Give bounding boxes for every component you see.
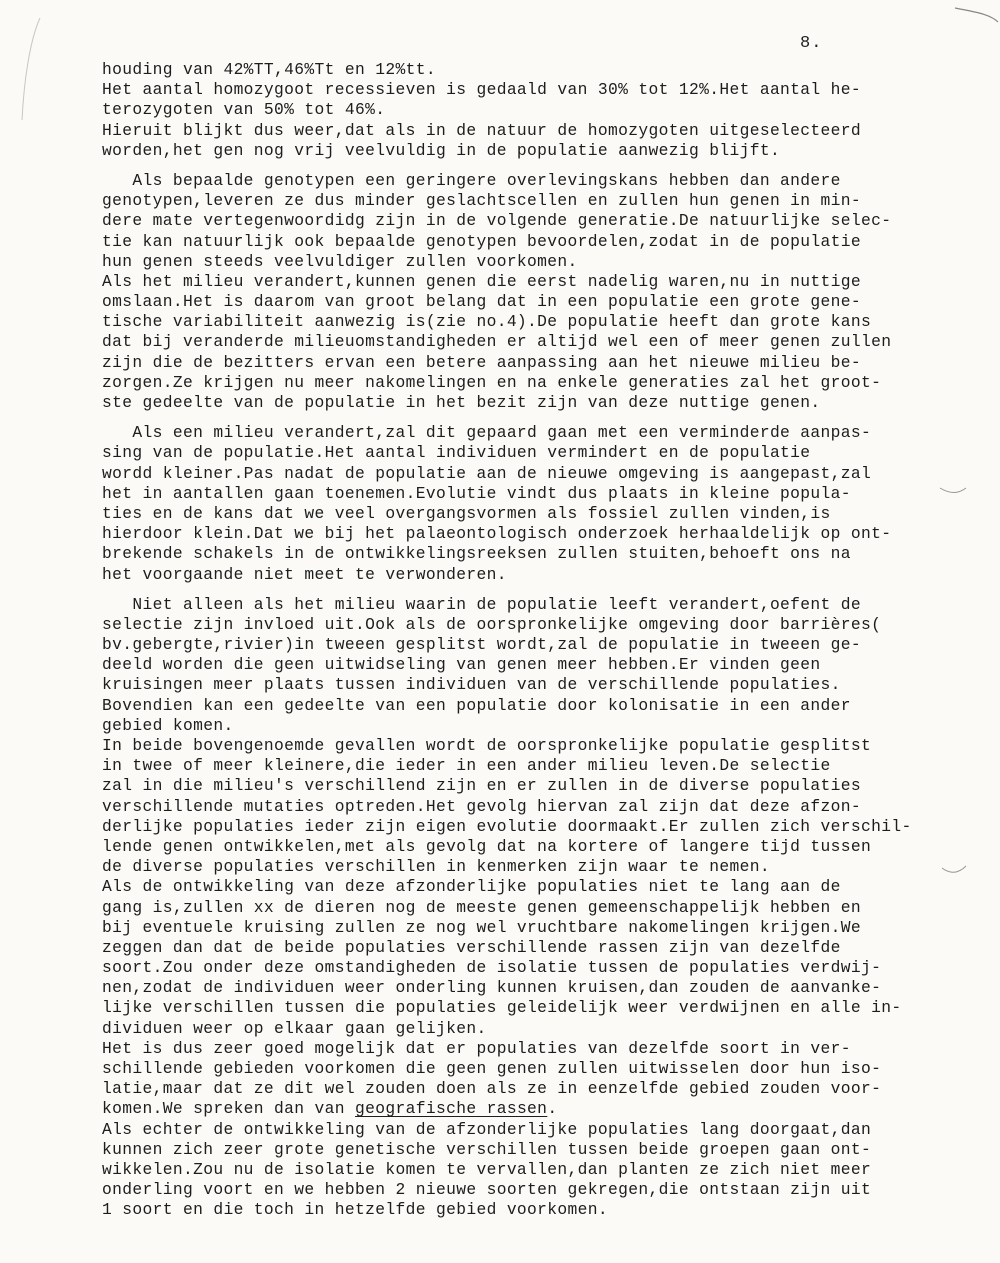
text-fragment: komen.We spreken dan van [102, 1099, 356, 1119]
body-text [102, 60, 962, 1221]
text-line: lijke verschillen tussen die populaties geleidelijk weer verdwijnen en alle in- [102, 998, 902, 1018]
text-line: bv.gebergte,rivier)in tweeen gesplitst wordt,zal de populatie in tweeen ge- [102, 635, 862, 655]
text-line: genotypen,leveren ze dus minder geslachtscellen en zullen hun genen in min- [102, 191, 862, 211]
text-line: de diverse populaties verschillen in kenmerken zijn waar te nemen. [102, 857, 770, 877]
text-line: sing van de populatie.Het aantal individuen vermindert en de populatie [102, 443, 811, 463]
text-line-with-underline [102, 1099, 962, 1119]
text-line: worden,het gen nog vrij veelvuldig in de populatie aanwezig blijft. [102, 140, 781, 160]
text-line: bij eventuele kruising zullen ze nog wel vruchtbare nakomelingen krijgen.We [102, 917, 862, 937]
text-line: Als bepaalde genotypen een geringere overlevingskans hebben dan andere [102, 170, 841, 190]
paragraph [102, 171, 962, 413]
paragraph-gap [102, 161, 962, 171]
text-line: brekende schakels in de ontwikkelingsreeksen zullen stuiten,behoeft ons na [102, 544, 851, 564]
text-line: tie kan natuurlijk ook bepaalde genotypen bevoordelen,zodat in de populatie [102, 231, 862, 251]
text-line: gebied komen. [102, 715, 234, 735]
text-line: soort.Zou onder deze omstandigheden de isolatie tussen de populaties verdwij- [102, 958, 882, 978]
text-line: Hieruit blijkt dus weer,dat als in de natuur de homozygoten uitgeselecteerd [102, 120, 862, 140]
text-line: schillende gebieden voorkomen die geen genen zullen uitwisselen door hun iso- [102, 1059, 882, 1078]
text-line: het in aantallen gaan toenemen.Evolutie vindt dus plaats in kleine popula- [102, 483, 851, 503]
text-line: nen,zodat de individuen weer onderling kunnen kruisen,dan zouden de aanvanke- [102, 978, 882, 998]
text-line: zijn die de bezitters ervan een betere aanpassing aan het nieuwe milieu be- [102, 352, 862, 372]
paragraph [102, 595, 962, 1221]
text-line: tische variabiliteit aanwezig is(zie no.4).De populatie heeft dan grote kans [102, 312, 872, 332]
text-line: dere mate vertegenwoordidg zijn in de volgende generatie.De natuurlijke selec- [102, 211, 892, 231]
text-line: ties en de kans dat we veel overgangsvormen als fossiel zullen vinden,is [102, 503, 831, 523]
text-line: selectie zijn invloed uit.Ook als de oorspronkelijke omgeving door barrières( [102, 614, 882, 634]
text-line: omslaan.Het is daarom van groot belang dat in een populatie een grote gene- [102, 292, 862, 312]
text-line: het voorgaande niet meet te verwonderen. [102, 564, 507, 584]
text-line: wikkelen.Zou nu de isolatie komen te vervallen,dan planten ze zich niet meer [102, 1159, 872, 1179]
text-line: Als een milieu verandert,zal dit gepaard gaan met een verminderde aanpas- [102, 423, 872, 443]
text-line: houding van 42%TT,46%Tt en 12%tt. [102, 60, 436, 79]
underlined-term: geografische rassen [355, 1099, 548, 1119]
text-line: kunnen zich zeer grote genetische verschillen tussen beide groepen gaan ont- [102, 1139, 872, 1159]
text-line: zeggen dan dat de beide populaties verschillende rassen zijn van dezelfde [102, 937, 841, 957]
text-line: Als de ontwikkeling van deze afzonderlijke populaties niet te lang aan de [102, 877, 841, 897]
text-line: dividuen weer op elkaar gaan gelijken. [102, 1018, 487, 1038]
text-line: zal in die milieu's verschillend zijn en er zullen in de diverse populaties [102, 776, 862, 796]
text-line: Het aantal homozygoot recessieven is gedaald van 30% tot 12%.Het aantal he- [102, 80, 862, 100]
page-number: 8. [800, 34, 823, 53]
text-line: lende genen ontwikkelen,met als gevolg dat na kortere of langere tijd tussen [102, 836, 872, 856]
text-line: derlijke populaties ieder zijn eigen evolutie doormaakt.Er zullen zich verschil- [102, 816, 912, 836]
text-line: zorgen.Ze krijgen nu meer nakomelingen en na enkele generaties zal het groot- [102, 372, 882, 392]
text-line: Niet alleen als het milieu waarin de populatie leeft verandert,oefent de [102, 594, 862, 614]
text-line: Als echter de ontwikkeling van de afzonderlijke populaties lang doorgaat,dan [102, 1119, 872, 1139]
text-line: in twee of meer kleinere,die ieder in een ander milieu leven.De selectie [102, 756, 831, 776]
paragraph-gap [102, 585, 962, 595]
paragraph [102, 60, 962, 161]
text-line: terozygoten van 50% tot 46%. [102, 100, 386, 120]
text-line: ste gedeelte van de populatie in het bezit zijn van deze nuttige genen. [102, 393, 821, 412]
paragraph-gap [102, 413, 962, 423]
text-line: hierdoor klein.Dat we bij het palaeontologisch onderzoek herhaaldelijk op ont- [102, 524, 892, 544]
text-line: wordd kleiner.Pas nadat de populatie aan de nieuwe omgeving is aangepast,zal [102, 463, 872, 483]
paragraph [102, 423, 962, 585]
text-line: kruisingen meer plaats tussen individuen van de verschillende populaties. [102, 675, 841, 695]
text-line: dat bij veranderde milieuomstandigheden er altijd wel een of meer genen zullen [102, 332, 892, 352]
text-line: onderling voort en we hebben 2 nieuwe soorten gekregen,die ontstaan zijn uit [102, 1180, 872, 1200]
text-line: In beide bovengenoemde gevallen wordt de oorspronkelijke populatie gesplitst [102, 736, 872, 755]
text-line: verschillende mutaties optreden.Het gevolg hiervan zal zijn dat deze afzon- [102, 796, 862, 816]
text-line: hun genen steeds veelvuldiger zullen voorkomen. [102, 251, 578, 271]
text-line: 1 soort en die toch in hetzelfde gebied voorkomen. [102, 1200, 609, 1220]
text-line: gang is,zullen xx de dieren nog de meeste genen gemeenschappelijk hebben en [102, 897, 862, 917]
text-line: latie,maar dat ze dit wel zouden doen als ze in eenzelfde gebied zouden voor- [102, 1079, 882, 1099]
text-line: deeld worden die geen uitwidseling van genen meer hebben.Er vinden geen [102, 655, 821, 675]
text-line: Bovendien kan een gedeelte van een populatie door kolonisatie in een ander [102, 695, 851, 715]
text-line: Als het milieu verandert,kunnen genen die eerst nadelig waren,nu in nuttige [102, 271, 862, 291]
text-line: Het is dus zeer goed mogelijk dat er populaties van dezelfde soort in ver- [102, 1038, 851, 1058]
text-fragment: . [547, 1099, 558, 1119]
